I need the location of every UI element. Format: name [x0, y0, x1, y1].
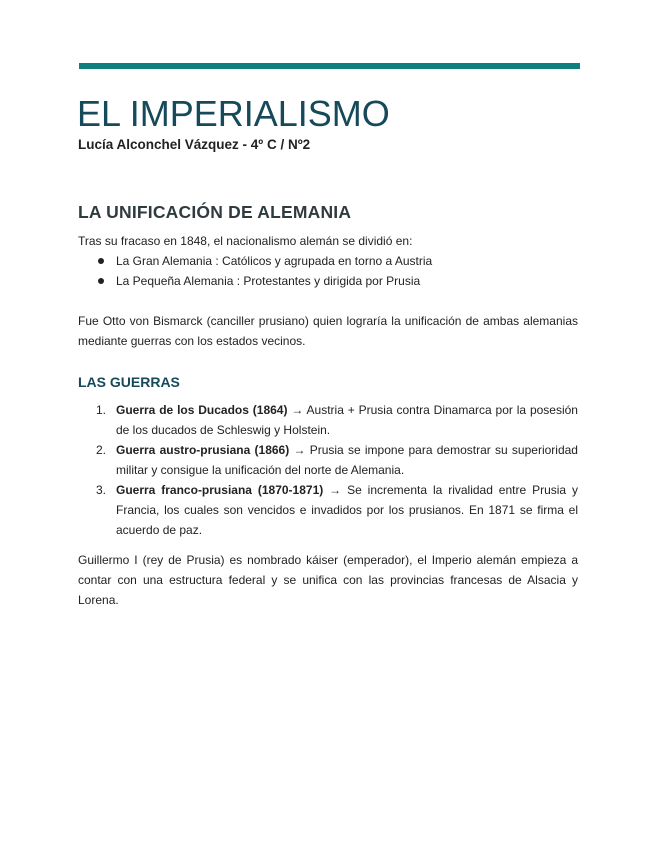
war-description: Austria + Prusia contra Dinamarca por la posesión de los ducados de Schleswig y Holstein. — [116, 403, 578, 437]
document-title: EL IMPERIALISMO — [77, 93, 390, 134]
list-item — [78, 480, 578, 540]
arrow-right-icon: → — [291, 403, 304, 417]
bismarck-paragraph: Fue Otto von Bismarck (canciller prusiano) quien lograría la unificación de ambas alemanias mediante guerras con los estados vecinos. — [78, 314, 578, 348]
list-number: 2. — [96, 443, 107, 457]
list-item — [78, 400, 578, 440]
war-description: Se incrementa la rivalidad entre Prusia y Francia, los cuales son vencidos e invadidos por los prusianos. En 1871 se firma el acuerdo de paz. — [116, 483, 578, 537]
war-title: Guerra franco-prusiana (1870-1871) — [116, 483, 324, 497]
list-item-text: La Pequeña Alemania : Protestantes y dirigida por Prusia — [116, 274, 421, 288]
war-title: Guerra austro-prusiana (1866) — [116, 443, 290, 457]
intro-paragraph: Tras su fracaso en 1848, el nacionalismo alemán se dividió en: — [78, 234, 413, 248]
war-title: Guerra de los Ducados (1864) — [116, 403, 288, 417]
document-body — [78, 200, 578, 610]
wars-list — [78, 400, 578, 540]
list-number: 1. — [96, 403, 107, 417]
document-subtitle: Lucía Alconchel Vázquez - 4º C / Nº2 — [78, 137, 311, 152]
list-item — [78, 251, 578, 271]
bullet-icon — [98, 278, 104, 284]
header-accent-rule — [79, 63, 580, 69]
bullet-list — [78, 251, 578, 291]
arrow-right-icon: → — [293, 443, 306, 457]
list-item — [78, 440, 578, 480]
section-heading-guerras: LAS GUERRAS — [78, 374, 180, 390]
war-description: Prusia se impone para demostrar su superioridad militar y consigue la unificación del norte de Alemania. — [116, 443, 578, 477]
arrow-right-icon: → — [329, 483, 342, 497]
list-item — [78, 271, 578, 291]
closing-paragraph: Guillermo I (rey de Prusia) es nombrado káiser (emperador), el Imperio alemán empieza a contar con una estructura federal y se unifica con las provincias francesas de Alsacia y Lorena. — [78, 553, 578, 607]
list-number: 3. — [96, 483, 107, 497]
section-heading-unificacion: LA UNIFICACIÓN DE ALEMANIA — [78, 202, 352, 222]
list-item-text: La Gran Alemania : Católicos y agrupada en torno a Austria — [116, 254, 433, 268]
bullet-icon — [98, 258, 104, 264]
